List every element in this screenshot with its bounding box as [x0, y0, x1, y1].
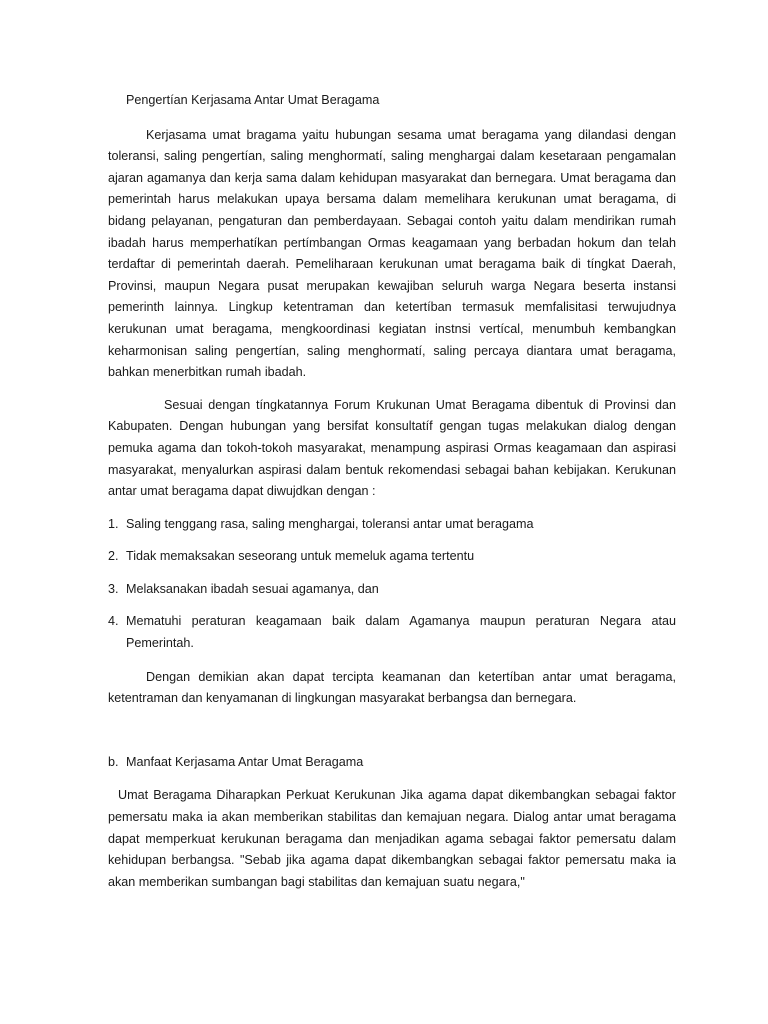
section-a-title: Pengertían Kerjasama Antar Umat Beragama: [126, 93, 380, 107]
list-item-text: Saling tenggang rasa, saling menghargai, toleransi antar umat beragama: [126, 516, 534, 531]
list-item: [108, 546, 676, 568]
list-item-text: Tidak memaksakan seseorang untuk memeluk agama tertentu: [126, 549, 475, 564]
list-item: [108, 611, 676, 654]
section-a-paragraph-2: Sesuai dengan tíngkatannya Forum Krukunan Umat Beragama dibentuk di Provinsi dan Kabupaten. Dengan hubungan yang bersifat konsultatíf gengan tugas melakukan dialog dengan pemuka agama dan tokoh-tokoh masyarakat, menampung aspirasi Ormas keagamaan dan aspirasi masyarakat, menyalurkan aspirasi dalam bentuk rekomendasi sebagai bahan kebijakan. Kerukunan antar umat beragama dapat diwujdkan dengan :: [108, 397, 676, 499]
list-item-text: Melaksanakan ibadah sesuai agamanya, dan: [126, 581, 379, 596]
list-item-text: Mematuhi peraturan keagamaan baik dalam Agamanya maupun peraturan Negara atau Pemerintah.: [126, 614, 676, 651]
list-item: [108, 579, 676, 601]
document-page: [108, 90, 676, 904]
list-item: [108, 514, 676, 536]
list-item-number: 3.: [108, 581, 119, 596]
list-item-number: 1.: [108, 516, 119, 531]
section-b-title: Manfaat Kerjasama Antar Umat Beragama: [126, 754, 364, 769]
list-item-number: 4.: [108, 614, 119, 629]
section-b-paragraph-1: Umat Beragama Diharapkan Perkuat Kerukunan Jika agama dapat dikembangkan sebagai faktor pemersatu maka ia akan memberikan stabilitas dan kemajuan negara. Dialog antar umat beragama dapat memperkuat kerukunan beragama dan menjadikan agama sebagai faktor pemersatu dalam kehidupan berbangsa. "Sebab jika agama dapat dikembangkan sebagai faktor pemersatu maka ia akan memberikan sumbangan bagi stabilitas dan kemajuan suatu negara,": [108, 788, 676, 889]
section-a-paragraph-1: Kerjasama umat bragama yaitu hubungan sesama umat beragama yang dilandasi dengan toleransi, saling pengertían, saling menghormatí, saling menghargai dalam kesetaraan pengamalan ajaran agamanya dan kerja sama dalam kehidupan masyarakat dan bernegara. Umat beragama dan pemerintah harus melakukan upaya bersama dalam memelihara kerukunan umat beragama, di bidang pelayanan, pengaturan dan pemberdayaan. Sebagai contoh yaitu dalam mendirikan rumah ibadah harus memperhatíkan pertímbangan Ormas keagamaan yang berbadan hokum dan telah terdaftar di pemerintah daerah. Pemeliharaan kerukunan umat beragama baik di tíngkat Daerah, Provinsi, maupun Negara pusat merupakan kewajiban seluruh warga Negara beserta instansi pemerinth lainnya. Lingkup ketentraman dan ketertíban termasuk memfalisitasi terwujudnya kerukunan umat beragama, mengkoordinasi kegiatan instnsi vertícal, menumbuh kembangkan keharmonisan saling pengertían, saling menghormatí, saling percaya diantara umat beragama, bahkan menerbitkan rumah ibadah.: [108, 127, 676, 380]
section-a-paragraph-3: Dengan demikian akan dapat tercipta keamanan dan ketertíban antar umat beragama, ketentraman dan kenyamanan di lingkungan masyarakat berbangsa dan bernegara.: [108, 669, 676, 706]
list-item-number: 2.: [108, 549, 119, 564]
numbered-list: [108, 514, 676, 655]
section-b-letter: b.: [108, 754, 119, 769]
section-b-heading: [108, 752, 676, 774]
